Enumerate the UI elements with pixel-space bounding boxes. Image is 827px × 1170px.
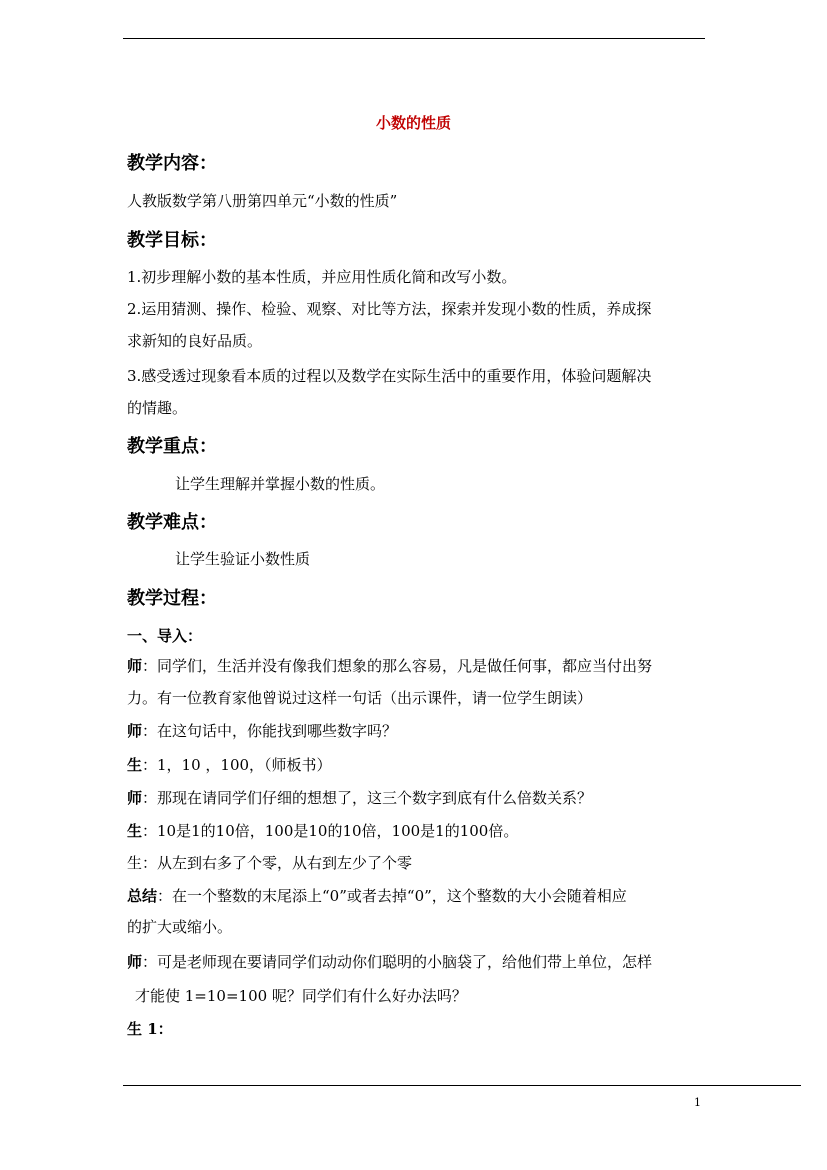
heading-goals: 教学目标： [127,230,217,251]
dialogue-line [127,821,518,841]
difficulty-text: 让学生验证小数性质 [175,550,311,568]
dialogue-line [127,755,332,775]
goal-1: 1.初步理解小数的基本性质，并应用性质化简和改写小数。 [127,268,517,286]
speaker-label: 生 [127,822,143,840]
key-points-text: 让学生理解并掌握小数的性质。 [175,475,386,493]
speaker-label: 师 [127,953,143,971]
summary-line [127,886,627,906]
goal-3-line-2: 的情趣。 [127,399,188,417]
heading-process: 教学过程： [127,588,217,609]
heading-difficulty: 教学难点： [127,512,217,533]
speaker-label: 师 [127,722,143,740]
dialogue-text: ：在这句话中，你能找到哪些数字吗？ [142,722,398,740]
goal-2-line-2: 求新知的良好品质。 [127,332,263,350]
summary-label: 总结 [127,887,158,905]
summary-line-continued: 的扩大或缩小。 [127,918,233,936]
speaker-label: 师 [127,789,143,807]
goal-3-line-1: 3.感受透过现象看本质的过程以及数学在实际生活中的重要作用，体验问题解决 [127,367,652,385]
speaker-label: 生 [127,756,143,774]
dialogue-line [127,788,592,808]
footer-rule [123,1085,801,1086]
dialogue-text: ：同学们，生活并没有像我们想象的那么容易，凡是做任何事，都应当付出努 [142,657,653,675]
dialogue-line [127,656,652,676]
student-1-line: 生 1： [127,1020,173,1038]
dialogue-text: ：1，10 ，100，（师板书） [142,756,332,774]
dialogue-line: 生：从左到右多了个零，从右到左少了个零 [127,854,413,872]
heading-key-points: 教学重点： [127,436,217,457]
header-rule [123,38,705,39]
content-text: 人教版数学第八册第四单元“小数的性质” [127,192,398,210]
document-title: 小数的性质 [375,114,451,132]
dialogue-line-continued: 才能使 1=10=100 呢？同学们有什么好办法吗？ [135,987,467,1005]
dialogue-text: ：那现在请同学们仔细的想想了，这三个数字到底有什么倍数关系？ [142,789,593,807]
dialogue-line-continued: 力。有一位教育家他曾说过这样一句话（出示课件，请一位学生朗读） [127,689,593,707]
heading-content: 教学内容： [127,153,217,174]
dialogue-line [127,721,397,741]
dialogue-text: ：可是老师现在要请同学们动动你们聪明的小脑袋了，给他们带上单位，怎样 [142,953,653,971]
speaker-label: 师 [127,657,143,675]
page-number: 1 [694,1096,701,1109]
intro-heading: 一、导入： [127,627,203,645]
dialogue-line [127,952,652,972]
dialogue-text: ：10是1的10倍，100是10的10倍，100是1的100倍。 [142,822,519,840]
goal-2-line-1: 2.运用猜测、操作、检验、观察、对比等方法，探索并发现小数的性质，养成探 [127,300,652,318]
summary-text: ：在一个整数的末尾添上“0”或者去掉“0”，这个整数的大小会随着相应 [157,887,627,905]
